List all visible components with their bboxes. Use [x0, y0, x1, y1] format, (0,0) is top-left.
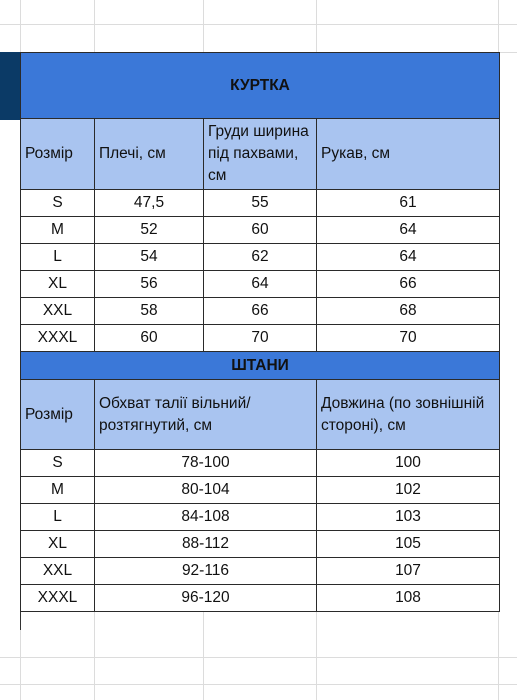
jacket-shoulders-cell[interactable]: 58: [95, 298, 204, 325]
pants-waist-cell[interactable]: 96-120: [95, 585, 317, 612]
pants-length-cell[interactable]: 100: [317, 450, 500, 477]
table-row: [21, 585, 500, 612]
pants-length-cell[interactable]: 103: [317, 504, 500, 531]
pants-length-cell[interactable]: 108: [317, 585, 500, 612]
pants-length-cell[interactable]: 105: [317, 531, 500, 558]
table-row: [21, 504, 500, 531]
pants-size-cell[interactable]: S: [21, 450, 95, 477]
jacket-shoulders-cell[interactable]: 56: [95, 271, 204, 298]
jacket-chest-cell[interactable]: 55: [204, 190, 317, 217]
pants-length-cell[interactable]: 102: [317, 477, 500, 504]
jacket-sleeve-cell[interactable]: 68: [317, 298, 500, 325]
jacket-chest-cell[interactable]: 64: [204, 271, 317, 298]
jacket-size-cell[interactable]: XXXL: [21, 325, 95, 352]
jacket-shoulders-cell[interactable]: 52: [95, 217, 204, 244]
jacket-chest-cell[interactable]: 66: [204, 298, 317, 325]
jacket-sleeve-cell[interactable]: 70: [317, 325, 500, 352]
pants-waist-cell[interactable]: 84-108: [95, 504, 317, 531]
pants-size-cell[interactable]: XL: [21, 531, 95, 558]
jacket-header-sleeve[interactable]: Рукав, см: [317, 119, 500, 190]
pants-header-length[interactable]: Довжина (по зовнішній стороні), см: [317, 380, 500, 450]
jacket-size-cell[interactable]: M: [21, 217, 95, 244]
table-row: [21, 558, 500, 585]
jacket-shoulders-cell[interactable]: 54: [95, 244, 204, 271]
frozen-column-strip: [0, 52, 20, 120]
jacket-header-size[interactable]: Розмір: [21, 119, 95, 190]
pants-waist-cell[interactable]: 80-104: [95, 477, 317, 504]
jacket-size-cell[interactable]: S: [21, 190, 95, 217]
jacket-header-shoulders[interactable]: Плечі, см: [95, 119, 204, 190]
table-row: [21, 217, 500, 244]
pants-waist-cell[interactable]: 92-116: [95, 558, 317, 585]
table-row: [21, 298, 500, 325]
table-row: [21, 531, 500, 558]
table-row: [21, 450, 500, 477]
pants-waist-cell[interactable]: 78-100: [95, 450, 317, 477]
size-chart-table: [20, 52, 500, 612]
pants-size-cell[interactable]: XXL: [21, 558, 95, 585]
pants-title[interactable]: ШТАНИ: [21, 352, 500, 380]
jacket-size-cell[interactable]: XXL: [21, 298, 95, 325]
jacket-sleeve-cell[interactable]: 66: [317, 271, 500, 298]
table-row: [21, 244, 500, 271]
jacket-sleeve-cell[interactable]: 64: [317, 244, 500, 271]
table-row: [21, 271, 500, 298]
table-row: [21, 477, 500, 504]
table-row: [21, 325, 500, 352]
pants-length-cell[interactable]: 107: [317, 558, 500, 585]
jacket-header-row: [21, 119, 500, 190]
pants-header-size[interactable]: Розмір: [21, 380, 95, 450]
jacket-chest-cell[interactable]: 70: [204, 325, 317, 352]
jacket-size-cell[interactable]: L: [21, 244, 95, 271]
pants-size-cell[interactable]: XXXL: [21, 585, 95, 612]
jacket-chest-cell[interactable]: 60: [204, 217, 317, 244]
jacket-chest-cell[interactable]: 62: [204, 244, 317, 271]
jacket-header-chest[interactable]: Груди ширина під пахвами, см: [204, 119, 317, 190]
jacket-size-cell[interactable]: XL: [21, 271, 95, 298]
jacket-sleeve-cell[interactable]: 61: [317, 190, 500, 217]
pants-header-waist[interactable]: Обхват талії вільний/ розтягнутий, см: [95, 380, 317, 450]
pants-size-cell[interactable]: L: [21, 504, 95, 531]
pants-waist-cell[interactable]: 88-112: [95, 531, 317, 558]
jacket-shoulders-cell[interactable]: 47,5: [95, 190, 204, 217]
table-row: [21, 190, 500, 217]
pants-header-row: [21, 380, 500, 450]
jacket-shoulders-cell[interactable]: 60: [95, 325, 204, 352]
jacket-title-row: [21, 53, 500, 119]
pants-title-row: [21, 352, 500, 380]
jacket-sleeve-cell[interactable]: 64: [317, 217, 500, 244]
jacket-title[interactable]: КУРТКА: [21, 53, 500, 119]
pants-size-cell[interactable]: M: [21, 477, 95, 504]
